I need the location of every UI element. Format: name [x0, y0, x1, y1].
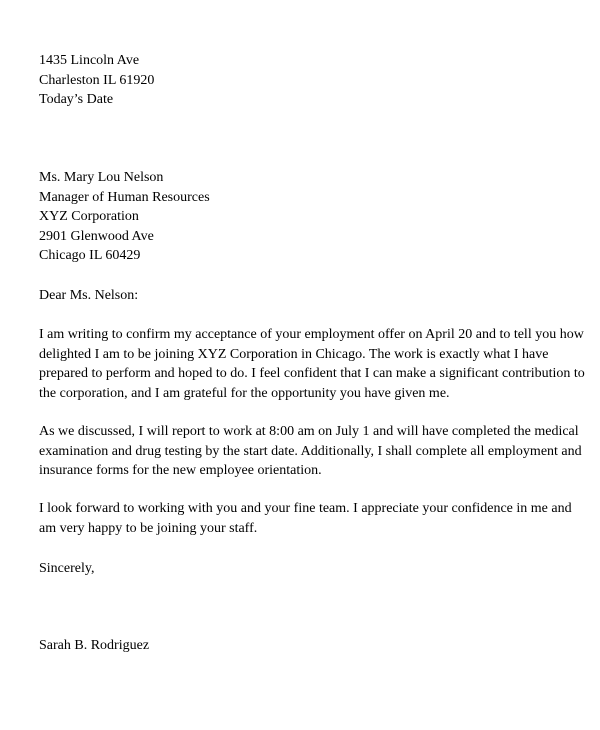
- closing-text: Sincerely,: [39, 561, 95, 576]
- paragraph-line: insurance forms for the new employee orientation.: [39, 463, 322, 479]
- body-paragraph-1: [39, 325, 584, 403]
- recipient-name: Ms. Mary Lou Nelson: [39, 170, 164, 185]
- paragraph-line: I look forward to working with you and your fine team. I appreciate your confidence in me and: [39, 501, 572, 516]
- recipient-city-state-zip: Chicago IL 60429: [39, 248, 141, 264]
- paragraph-line: I am writing to confirm my acceptance of your employment offer on April 20 and to tell you how: [39, 327, 584, 342]
- letter-date: Today’s Date: [39, 92, 114, 108]
- closing: [39, 559, 584, 579]
- sender-street: 1435 Lincoln Ave: [39, 53, 140, 68]
- body-paragraph-3: [39, 499, 584, 538]
- sender-city-state-zip: Charleston IL 61920: [39, 72, 155, 88]
- paragraph-line: prepared to perform and hoped to do. I feel confident that I can make a significant contribution to: [39, 366, 585, 382]
- paragraph-line: delighted I am to be joining XYZ Corporation in Chicago. The work is exactly what I have: [39, 346, 549, 362]
- body-paragraph-2: [39, 422, 584, 481]
- recipient-title: Manager of Human Resources: [39, 189, 210, 205]
- signature-block: [39, 636, 584, 656]
- sender-address-block: [39, 51, 584, 110]
- paragraph-line: As we discussed, I will report to work at 8:00 am on July 1 and will have completed the medical: [39, 424, 579, 439]
- paragraph-line: am very happy to be joining your staff.: [39, 520, 258, 536]
- salutation: [39, 286, 584, 306]
- recipient-street: 2901 Glenwood Ave: [39, 228, 154, 244]
- recipient-address-block: [39, 168, 584, 266]
- salutation-text: Dear Ms. Nelson:: [39, 288, 139, 303]
- paragraph-line: the corporation, and I am grateful for the opportunity you have given me.: [39, 385, 450, 401]
- signature-name: Sarah B. Rodriguez: [39, 638, 150, 653]
- recipient-company: XYZ Corporation: [39, 209, 139, 225]
- paragraph-line: examination and drug testing by the start date. Additionally, I shall complete all employment and: [39, 443, 582, 459]
